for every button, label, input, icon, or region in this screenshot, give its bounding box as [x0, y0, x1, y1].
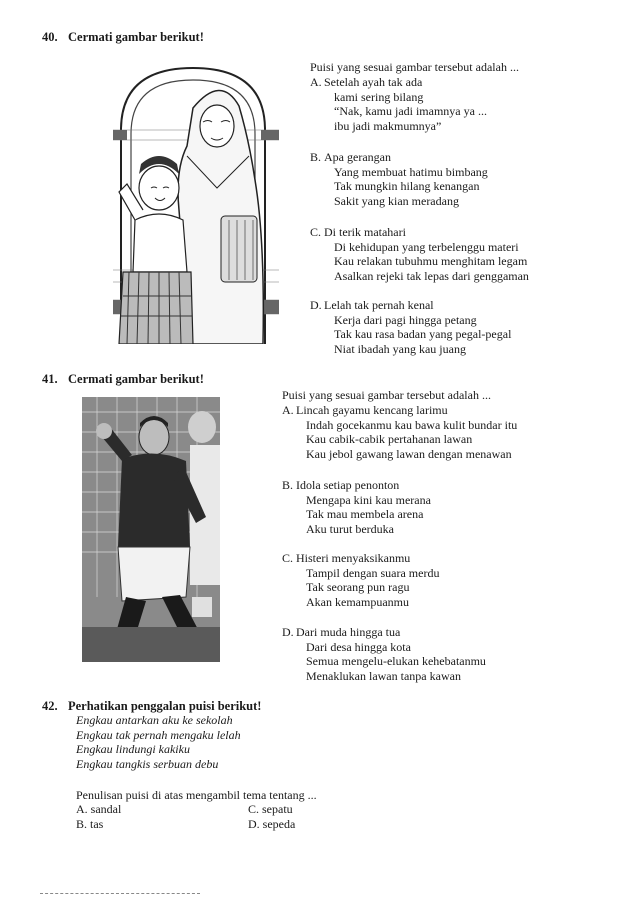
option-line: Menaklukan lawan tanpa kawan — [306, 668, 461, 683]
poem-line: Engkau lindungi kakiku — [76, 742, 190, 757]
option-letter: B. — [282, 478, 294, 492]
option-letter: D. — [310, 298, 322, 312]
bottom-dashed-rule — [40, 893, 200, 894]
q41-number: 41. — [42, 372, 58, 386]
option-line: Kau cabik-cabik pertahanan lawan — [306, 432, 473, 447]
q42-option-c[interactable]: C. sepatu — [248, 802, 293, 816]
option-line: Yang membuat hatimu bimbang — [334, 164, 488, 179]
option-line: Niat ibadah yang kau juang — [334, 341, 466, 356]
option-line: Tak mau membela arena — [306, 507, 424, 522]
option-line: Dari muda hingga tua — [296, 625, 401, 639]
q42-option-d[interactable]: D. sepeda — [248, 817, 296, 831]
option-line: ibu jadi makmumnya” — [334, 118, 442, 133]
q41-heading — [42, 372, 204, 387]
option-line: Asalkan rejeki tak lepas dari genggaman — [334, 268, 529, 283]
option-line: Setelah ayah tak ada — [324, 75, 423, 89]
q40-option-b[interactable] — [310, 150, 488, 208]
q42-poem — [76, 713, 241, 771]
q40-option-c[interactable] — [310, 225, 529, 283]
option-line: Kerja dari pagi hingga petang — [334, 312, 477, 327]
option-line: Tampil dengan suara merdu — [306, 565, 440, 580]
option-line: “Nak, kamu jadi imamnya ya ... — [334, 104, 487, 119]
option-line: Tak kau rasa badan yang pegal-pegal — [334, 327, 512, 342]
q40-illustration — [113, 60, 279, 344]
q40-option-d[interactable] — [310, 298, 511, 356]
option-letter: C. — [282, 551, 294, 565]
option-letter: A. — [282, 403, 294, 417]
option-line: Kau relakan tubuhmu menghitam legam — [334, 254, 528, 269]
option-line: Akan kemampuanmu — [306, 594, 409, 609]
option-line: Histeri menyaksikanmu — [296, 551, 411, 565]
option-line: Kau jebol gawang lawan dengan menawan — [306, 446, 512, 461]
option-letter: D. — [282, 625, 294, 639]
option-letter: C. — [310, 225, 322, 239]
poem-line: Engkau antarkan aku ke sekolah — [76, 713, 233, 727]
option-line: Mengapa kini kau merana — [306, 492, 431, 507]
mother-and-son-illustration — [113, 60, 279, 344]
option-line: Tak seorang pun ragu — [306, 580, 410, 595]
q41-stem: Puisi yang sesuai gambar tersebut adalah ... — [282, 388, 491, 402]
q42-option-a[interactable]: A. sandal — [76, 802, 122, 816]
option-line: Indah gocekanmu kau bawa kulit bundar itu — [306, 417, 518, 432]
option-line: Sakit yang kian meradang — [334, 193, 459, 208]
q42-stem: Penulisan puisi di atas mengambil tema tentang ... — [76, 788, 317, 802]
option-line: Di kehidupan yang terbelenggu materi — [334, 239, 519, 254]
q40-instruction: Cermati gambar berikut! — [68, 30, 204, 44]
q42-heading — [42, 699, 261, 714]
q41-option-c[interactable] — [282, 551, 439, 609]
option-line: Idola setiap penonton — [296, 478, 400, 492]
option-line: Lincah gayamu kencang larimu — [296, 403, 448, 417]
option-line: Aku turut berduka — [306, 521, 394, 536]
option-letter: A. — [310, 75, 322, 89]
footballer-photo — [82, 397, 220, 662]
option-line: Di terik matahari — [324, 225, 406, 239]
option-line: Semua mengelu-elukan kehebatanmu — [306, 654, 486, 669]
q42-number: 42. — [42, 699, 58, 713]
option-line: Dari desa hingga kota — [306, 639, 411, 654]
q40-option-a[interactable] — [310, 75, 487, 133]
poem-line: Engkau tangkis serbuan debu — [76, 756, 219, 771]
q41-option-d[interactable] — [282, 625, 486, 683]
option-letter: B. — [310, 150, 322, 164]
q42-instruction: Perhatikan penggalan puisi berikut! — [68, 699, 262, 713]
q41-option-b[interactable] — [282, 478, 431, 536]
q41-instruction: Cermati gambar berikut! — [68, 372, 204, 386]
q40-stem: Puisi yang sesuai gambar tersebut adalah ... — [310, 60, 519, 74]
q40-number: 40. — [42, 30, 58, 44]
option-line: kami sering bilang — [334, 89, 424, 104]
option-line: Lelah tak pernah kenal — [324, 298, 434, 312]
option-line: Tak mungkin hilang kenangan — [334, 179, 480, 194]
poem-line: Engkau tak pernah mengaku lelah — [76, 727, 241, 742]
q42-option-b[interactable]: B. tas — [76, 817, 104, 831]
option-line: Apa gerangan — [324, 150, 391, 164]
q40-heading — [42, 30, 204, 45]
q41-option-a[interactable] — [282, 403, 517, 461]
q41-photo — [82, 397, 220, 662]
